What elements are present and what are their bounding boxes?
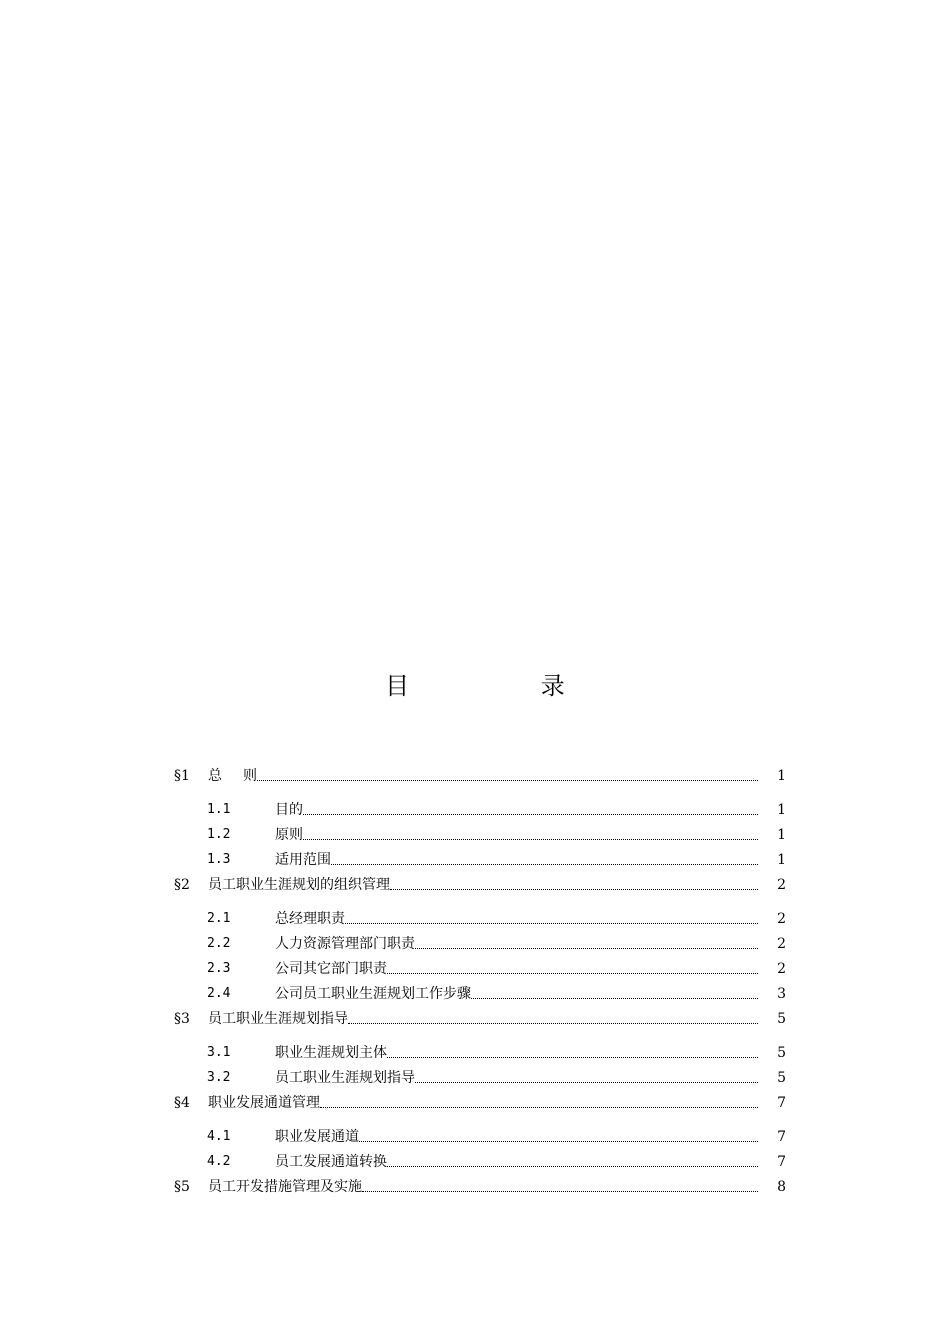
toc-entry-number: 1.2 — [207, 827, 231, 842]
toc-entry-title: 员工职业生涯规划指导 — [275, 1070, 415, 1086]
toc-section-entry[interactable] — [174, 844, 786, 869]
toc-entry-number: 2.3 — [207, 961, 231, 976]
toc-entry-number: 2.1 — [207, 911, 231, 926]
toc-entry-number: §1 — [174, 768, 190, 784]
toc-section-entry[interactable] — [174, 1121, 786, 1146]
toc-page-number: 2 — [777, 877, 786, 893]
toc-dot-leader — [257, 779, 758, 781]
toc-entry-title: 适用范围 — [275, 852, 331, 868]
toc-entry-title: 职业发展通道 — [275, 1129, 359, 1145]
toc-chapter-entry[interactable] — [174, 1003, 786, 1028]
toc-entry-number: 2.4 — [207, 986, 231, 1001]
toc-dot-leader — [387, 972, 758, 974]
toc-chapter-entry[interactable] — [174, 760, 786, 785]
toc-chapter-entry[interactable] — [174, 869, 786, 894]
toc-page-number: 2 — [777, 961, 786, 977]
toc-dot-leader — [359, 1140, 758, 1142]
toc-page-number: 7 — [777, 1095, 786, 1111]
page-title: 目 录 — [385, 672, 627, 700]
toc-page-number: 5 — [777, 1045, 786, 1061]
toc-page-number: 1 — [777, 852, 786, 868]
toc-entry-number: §4 — [174, 1095, 190, 1111]
toc-entry-number: 1.3 — [207, 852, 231, 867]
toc-entry-title: 目的 — [275, 802, 303, 818]
toc-section-entry[interactable] — [174, 794, 786, 819]
toc-dot-leader — [320, 1106, 758, 1108]
toc-dot-leader — [362, 1190, 758, 1192]
toc-entry-title: 员工开发措施管理及实施 — [208, 1179, 362, 1195]
toc-page-number: 8 — [777, 1179, 786, 1195]
toc-entry-title: 员工职业生涯规划指导 — [208, 1011, 348, 1027]
toc-dot-leader — [303, 838, 758, 840]
toc-page-number: 2 — [777, 911, 786, 927]
toc-section-entry[interactable] — [174, 978, 786, 1003]
toc-page-number: 5 — [777, 1070, 786, 1086]
table-of-contents — [174, 760, 786, 1196]
toc-dot-leader — [415, 947, 758, 949]
toc-entry-number: 4.1 — [207, 1129, 231, 1144]
toc-entry-title: 总 则 — [208, 768, 257, 784]
toc-entry-number: 3.2 — [207, 1070, 231, 1085]
toc-entry-title: 员工职业生涯规划的组织管理 — [208, 877, 390, 893]
toc-page-number: 3 — [777, 986, 786, 1002]
toc-entry-title: 公司员工职业生涯规划工作步骤 — [275, 986, 471, 1002]
toc-entry-title: 公司其它部门职责 — [275, 961, 387, 977]
toc-entry-title: 职业发展通道管理 — [208, 1095, 320, 1111]
toc-entry-number: 3.1 — [207, 1045, 231, 1060]
toc-entry-title: 总经理职责 — [275, 911, 345, 927]
toc-entry-number: §2 — [174, 877, 190, 893]
toc-section-entry[interactable] — [174, 1146, 786, 1171]
toc-entry-number: §3 — [174, 1011, 190, 1027]
toc-page-number: 2 — [777, 936, 786, 952]
toc-page-number: 1 — [777, 802, 786, 818]
toc-dot-leader — [387, 1165, 758, 1167]
toc-dot-leader — [471, 997, 758, 999]
toc-chapter-entry[interactable] — [174, 1171, 786, 1196]
toc-page-number: 1 — [777, 827, 786, 843]
toc-section-entry[interactable] — [174, 928, 786, 953]
toc-entry-title: 员工发展通道转换 — [275, 1154, 387, 1170]
toc-section-entry[interactable] — [174, 903, 786, 928]
toc-entry-number: 1.1 — [207, 802, 231, 817]
toc-entry-number: 2.2 — [207, 936, 231, 951]
toc-dot-leader — [390, 888, 758, 890]
toc-section-entry[interactable] — [174, 819, 786, 844]
toc-dot-leader — [303, 813, 758, 815]
toc-dot-leader — [348, 1022, 758, 1024]
toc-dot-leader — [387, 1056, 758, 1058]
toc-page-number: 5 — [777, 1011, 786, 1027]
toc-entry-number: §5 — [174, 1179, 190, 1195]
toc-section-entry[interactable] — [174, 1037, 786, 1062]
toc-page-number: 7 — [777, 1154, 786, 1170]
toc-entry-title: 原则 — [275, 827, 303, 843]
toc-page-number: 1 — [777, 768, 786, 784]
toc-dot-leader — [415, 1081, 758, 1083]
toc-dot-leader — [331, 863, 758, 865]
toc-chapter-entry[interactable] — [174, 1087, 786, 1112]
toc-entry-title: 人力资源管理部门职责 — [275, 936, 415, 952]
toc-page-number: 7 — [777, 1129, 786, 1145]
toc-entry-title: 职业生涯规划主体 — [275, 1045, 387, 1061]
toc-section-entry[interactable] — [174, 1062, 786, 1087]
toc-dot-leader — [345, 922, 758, 924]
toc-entry-number: 4.2 — [207, 1154, 231, 1169]
toc-section-entry[interactable] — [174, 953, 786, 978]
